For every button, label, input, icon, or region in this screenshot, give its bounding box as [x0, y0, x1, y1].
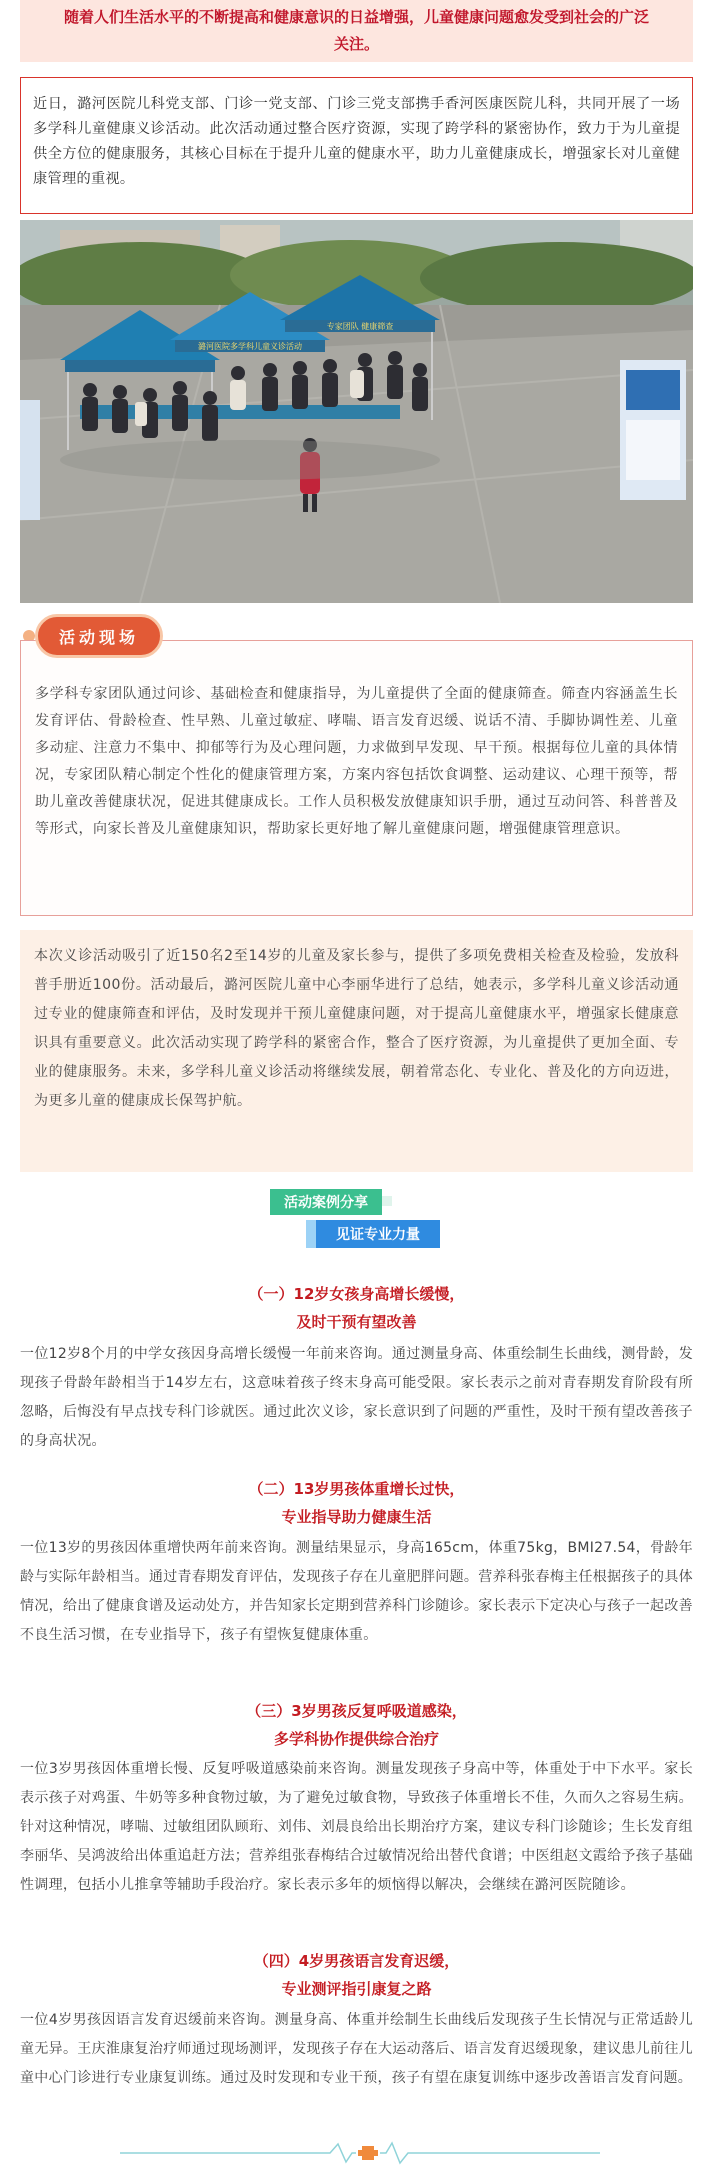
case-3-body: 一位3岁男孩因体重增长慢、反复呼吸道感染前来咨询。测量发现孩子身高中等，体重处于中下水平。家长表示孩子对鸡蛋、牛奶等多种食物过敏，为了避免过敏食物，导致孩子体重增长不佳，久而久之容易生病。针对这种情况，哮喘、过敏组团队顾珩、刘伟、刘晨良给出长期治疗方案，建议专科门诊随诊；生长发育组李丽华、吴鸿波给出体重追赶方法；营养组张春梅结合过敏情况给出替代食谱；中医组赵文霞给予孩子基础性调理，包括小儿推拿等辅助手段治疗。家长表示多年的烦恼得以解决，会继续在潞河医院随诊。 [20, 1761, 693, 1893]
summary-text: 本次义诊活动吸引了近150名2至14岁的儿童及家长参与，提供了多项免费相关检查及检验，发放科普手册近100份。活动最后，潞河医院儿童中心李丽华进行了总结，她表示，多学科儿童义诊活动通过专业的健康筛查和评估，及时发现并干预儿童健康问题，对于提高儿童健康水平，增强家长健康意识具有重要意义。此次活动实现了跨学科的紧密合作，整合了医疗资源，为儿童提供了更加全面、专业的健康服务。未来，多学科儿童义诊活动将继续发展，朝着常态化、专业化、普及化的方向迈进，为更多儿童的健康成长保驾护航。 [34, 948, 679, 1109]
case-2-title-line2: 专业指导助力健康生活 [281, 1508, 432, 1526]
intro-box [20, 77, 693, 214]
case-2-title [0, 1475, 713, 1531]
case-share-tag-accent [382, 1196, 392, 1206]
case-3-title [0, 1697, 713, 1753]
case-4-title-line2: 专业测评指引康复之路 [281, 1980, 432, 1998]
case-1-title [0, 1280, 713, 1336]
case-2-body: 一位13岁的男孩因体重增快两年前来咨询。测量结果显示，身高165cm，体重75kg，BMI27.54，骨龄年龄与实际年龄相当。通过青春期发育评估，发现孩子存在儿童肥胖问题。营养科张春梅主任根据孩子的具体情况，给出了健康食谱及运动处方，并告知家长定期到营养科门诊随诊。家长表示下定决心与孩子一起改善不良生活习惯，在专业指导下，孩子有望恢复健康体重。 [20, 1540, 693, 1643]
case-4-title [0, 1947, 713, 2003]
tent-banner-text-2: 专家团队 健康筛查 [326, 322, 394, 331]
headline-text: 随着人们生活水平的不断提高和健康意识的日益增强，儿童健康问题愈发受到社会的广泛关注。 [63, 8, 649, 53]
activity-scene-text: 多学科专家团队通过问诊、基础检查和健康指导，为儿童提供了全面的健康筛查。筛查内容涵盖生长发育评估、骨龄检查、性早熟、儿童过敏症、哮喘、语言发育迟缓、说话不清、手脚协调性差、儿童多动症、注意力不集中、抑郁等行为及心理问题，力求做到早发现、早干预。根据每位儿童的具体情况，专家团队精心制定个性化的健康管理方案，方案内容包括饮食调整、运动建议、心理干预等，帮助儿童改善健康状况，促进其健康成长。工作人员积极发放健康知识手册，通过互动问答、科普普及等形式，向家长普及儿童健康知识，帮助家长更好地了解儿童健康问题，增强健康管理意识。 [35, 686, 678, 837]
heartbeat-divider-icon [0, 2138, 713, 2168]
case-2-title-line1: （二）13岁男孩体重增长过快， [248, 1480, 465, 1498]
case-3-title-line2: 多学科协作提供综合治疗 [273, 1730, 439, 1748]
case-4-body: 一位4岁男孩因语言发育迟缓前来咨询。测量身高、体重并绘制生长曲线后发现孩子生长情况与正常适龄儿童无异。王庆淮康复治疗师通过现场测评，发现孩子存在大运动落后、语言发育迟缓现象，建议患儿前往儿童中心门诊进行专业康复训练。通过及时发现和专业干预，孩子有望在康复训练中逐步改善语言发育问题。 [20, 2012, 693, 2086]
event-photo-illustration [20, 220, 693, 603]
tent-banner-text: 潞河医院多学科儿童义诊活动 [198, 342, 302, 351]
footer-divider [0, 2138, 713, 2168]
case-1-title-line1: （一）12岁女孩身高增长缓慢， [248, 1285, 465, 1303]
case-share-tag: 活动案例分享 [270, 1189, 382, 1215]
summary-box [20, 930, 693, 1172]
intro-text: 近日，潞河医院儿科党支部、门诊一党支部、门诊三党支部携手香河医康医院儿科，共同开展了一场多学科儿童健康义诊活动。此次活动通过整合医疗资源，实现了跨学科的紧密协作，致力于为儿童提供全方位的健康服务，其核心目标在于提升儿童的健康水平，助力儿童健康成长，增强家长对儿童健康管理的重视。 [33, 96, 680, 187]
professional-power-tag-accent [306, 1220, 316, 1248]
case-4-title-line1: （四）4岁男孩语言发育迟缓， [253, 1952, 460, 1970]
activity-scene-badge: 活动现场 [35, 614, 163, 658]
case-3-title-line1: （三）3岁男孩反复呼吸道感染， [246, 1702, 467, 1720]
event-photo [20, 220, 693, 603]
headline-banner [20, 0, 693, 62]
case-1-title-line2: 及时干预有望改善 [296, 1313, 417, 1331]
professional-power-tag: 见证专业力量 [316, 1220, 440, 1248]
activity-scene-box [20, 640, 693, 916]
case-1-body: 一位12岁8个月的中学女孩因身高增长缓慢一年前来咨询。通过测量身高、体重绘制生长曲线，测骨龄，发现孩子骨龄年龄相当于14岁左右，这意味着孩子终末身高可能受限。家长表示之前对青春期发育阶段有所忽略，后悔没有早点找专科门诊就医。通过此次义诊，家长意识到了问题的严重性，及时干预有望改善孩子的身高状况。 [20, 1346, 693, 1449]
